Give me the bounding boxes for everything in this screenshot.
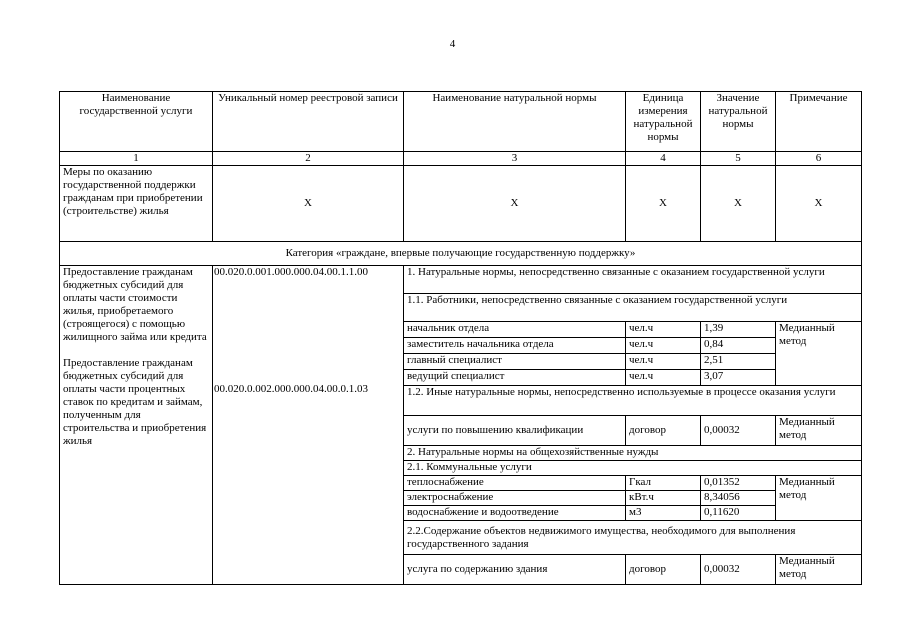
column-number: 5: [701, 152, 776, 166]
staff-unit: чел.ч: [626, 354, 701, 370]
maintenance-unit: договор: [626, 555, 701, 585]
x-mark: X: [701, 166, 776, 242]
training-name: услуги по повышению квалификации: [404, 416, 626, 446]
utility-name: теплоснабжение: [404, 476, 626, 491]
header-value: Значение натуральной нормы: [701, 92, 776, 152]
registry-number: 00.020.0.001.000.000.04.00.1.1.00: [214, 266, 368, 278]
method-note: Медианный метод: [776, 555, 862, 585]
staff-name: главный специалист: [404, 354, 626, 370]
service-names-cell: [60, 266, 213, 585]
staff-name: заместитель начальника отдела: [404, 338, 626, 354]
registry-number: 00.020.0.002.000.000.04.00.0.1.03: [214, 383, 368, 395]
header-norm-name: Наименование натуральной нормы: [404, 92, 626, 152]
column-number: 2: [213, 152, 404, 166]
measures-label: Меры по оказанию государственной поддержки гражданам при приобретении (строительстве) жилья: [60, 166, 213, 242]
training-value: 0,00032: [701, 416, 776, 446]
page-number: 4: [449, 38, 456, 50]
utility-value: 8,34056: [701, 491, 776, 506]
natural-norms-table: [59, 91, 862, 585]
utility-name: водоснабжение и водоотведение: [404, 506, 626, 521]
column-number: 3: [404, 152, 626, 166]
column-number-row: [60, 152, 862, 166]
x-mark: X: [213, 166, 404, 242]
staff-unit: чел.ч: [626, 370, 701, 386]
column-number: 1: [60, 152, 213, 166]
registry-numbers-cell: [213, 266, 404, 585]
utility-value: 0,11620: [701, 506, 776, 521]
header-service-name: Наименование государственной услуги: [60, 92, 213, 152]
section-row: [60, 266, 862, 294]
section-heading: 1.1. Работники, непосредственно связанные с оказанием государственной услуги: [404, 294, 862, 322]
method-note: Медианный метод: [776, 416, 862, 446]
section-heading: 2.2.Содержание объектов недвижимого имущества, необходимого для выполнения государственного задания: [404, 521, 862, 555]
staff-unit: чел.ч: [626, 338, 701, 354]
header-row: [60, 92, 862, 152]
staff-value: 2,51: [701, 354, 776, 370]
x-mark: X: [404, 166, 626, 242]
section-heading: 1.2. Иные натуральные нормы, непосредственно используемые в процессе оказания услуги: [404, 386, 862, 416]
staff-unit: чел.ч: [626, 322, 701, 338]
utility-unit: м3: [626, 506, 701, 521]
utility-unit: Гкал: [626, 476, 701, 491]
maintenance-value: 0,00032: [701, 555, 776, 585]
staff-value: 1,39: [701, 322, 776, 338]
service-name: Предоставление гражданам бюджетных субсидий для оплаты части стоимости жилья, приобретаемого (строящегося) с помощью жилищного займа или кредита: [63, 266, 207, 343]
method-note: Медианный метод: [776, 322, 862, 386]
category-row: [60, 242, 862, 266]
staff-name: ведущий специалист: [404, 370, 626, 386]
section-heading: 2.1. Коммунальные услуги: [404, 461, 862, 476]
staff-value: 3,07: [701, 370, 776, 386]
service-name: Предоставление гражданам бюджетных субсидий для оплаты части процентных ставок по кредитам и займам, полученным для строительства и приобретения жилья: [63, 357, 207, 447]
header-unit: Единица измерения натуральной нормы: [626, 92, 701, 152]
category-label: Категория «граждане, впервые получающие государственную поддержку»: [60, 242, 862, 266]
x-mark: X: [626, 166, 701, 242]
maintenance-name: услуга по содержанию здания: [404, 555, 626, 585]
method-note: Медианный метод: [776, 476, 862, 521]
section-heading: 2. Натуральные нормы на общехозяйственные нужды: [404, 446, 862, 461]
x-mark: X: [776, 166, 862, 242]
training-unit: договор: [626, 416, 701, 446]
header-note: Примечание: [776, 92, 862, 152]
column-number: 6: [776, 152, 862, 166]
staff-value: 0,84: [701, 338, 776, 354]
measures-row: [60, 166, 862, 242]
header-registry-number: Уникальный номер реестровой записи: [213, 92, 404, 152]
utility-name: электроснабжение: [404, 491, 626, 506]
utility-value: 0,01352: [701, 476, 776, 491]
staff-name: начальник отдела: [404, 322, 626, 338]
utility-unit: кВт.ч: [626, 491, 701, 506]
section-heading: 1. Натуральные нормы, непосредственно связанные с оказанием государственной услуги: [404, 266, 862, 294]
column-number: 4: [626, 152, 701, 166]
